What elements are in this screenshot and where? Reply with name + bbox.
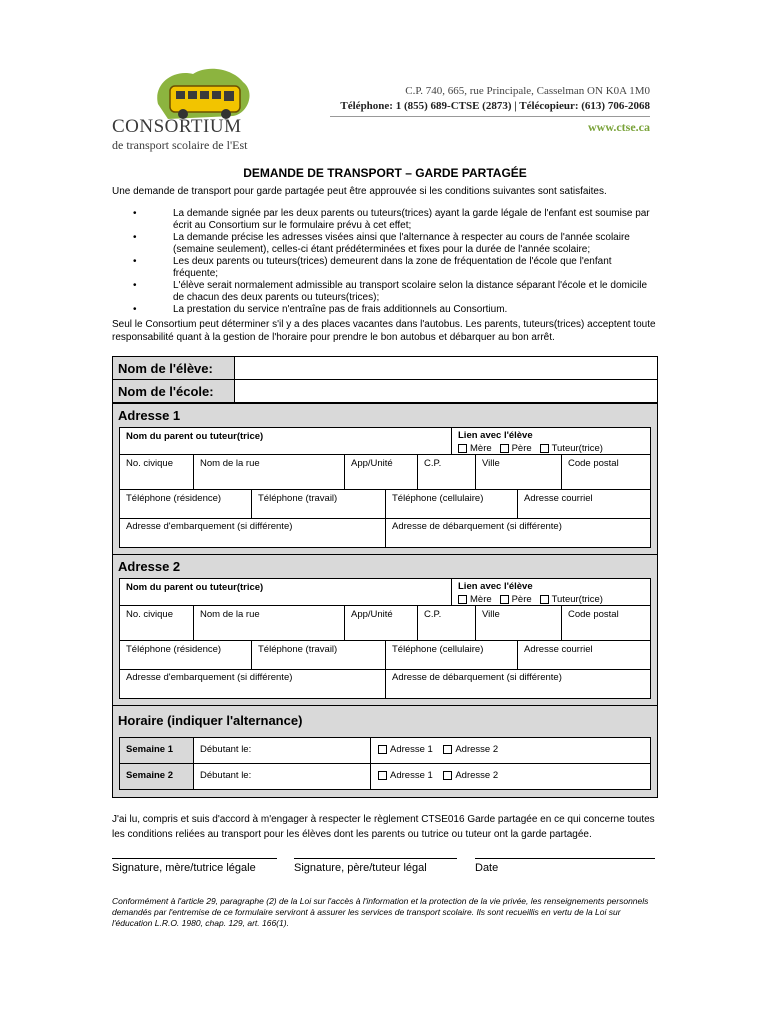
city-label: Ville bbox=[482, 458, 500, 469]
apt-label: App/Unité bbox=[351, 458, 393, 469]
header-phone: Téléphone: 1 (855) 689-CTSE (2873) | Télécopieur: (613) 706-2068 bbox=[340, 100, 650, 112]
form-title: DEMANDE DE TRANSPORT – GARDE PARTAGÉE bbox=[243, 166, 527, 180]
signature-father-label: Signature, père/tuteur légal bbox=[294, 862, 427, 874]
week-1-address-1-label: Adresse 1 bbox=[390, 744, 433, 755]
mother-checkbox[interactable] bbox=[458, 595, 467, 604]
signature-date-label: Date bbox=[475, 862, 499, 874]
email-label: Adresse courriel bbox=[524, 644, 593, 655]
po-box-label: C.P. bbox=[424, 458, 442, 469]
parent-label: Nom du parent ou tuteur(trice) bbox=[126, 582, 264, 593]
signature-father-line[interactable] bbox=[294, 858, 457, 859]
school-name-input[interactable] bbox=[234, 379, 658, 403]
dropoff-label: Adresse de débarquement (si différente) bbox=[392, 672, 562, 683]
father-label: Père bbox=[511, 594, 532, 605]
week-1-address-2-label: Adresse 2 bbox=[455, 744, 499, 755]
address-1-title: Adresse 1 bbox=[118, 408, 181, 423]
dropoff-label: Adresse de débarquement (si différente) bbox=[392, 521, 562, 532]
signature-date-line[interactable] bbox=[475, 858, 655, 859]
city-label: Ville bbox=[482, 609, 500, 620]
mother-label: Mère bbox=[470, 594, 492, 605]
father-checkbox[interactable] bbox=[500, 444, 509, 453]
guardian-label: Tuteur(trice) bbox=[551, 443, 603, 454]
apt-label: App/Unité bbox=[351, 609, 393, 620]
header-divider bbox=[330, 116, 650, 117]
student-name-input[interactable] bbox=[234, 356, 658, 380]
condition-item: • La demande signée par les deux parents ou tuteurs(trices) ayant la garde légale de l'enfant est soumise par écrit au Consortium sur le formulaire prévu à cet effet; bbox=[133, 208, 653, 232]
intro-text: Une demande de transport pour garde partagée peut être approuvée si les conditions suivantes sont satisfaites. bbox=[112, 186, 607, 197]
civic-label: No. civique bbox=[126, 609, 173, 620]
header-address: C.P. 740, 665, rue Principale, Casselman ON K0A 1M0 bbox=[405, 85, 650, 97]
phone-cell-label: Téléphone (cellulaire) bbox=[392, 493, 484, 504]
condition-item: • La demande précise les adresses visées ainsi que l'alternance à respecter au cours de l'année scolaire (semaine seulement), celles-ci étant prédéterminées et fixes pour la durée de l'année scolaire; bbox=[133, 232, 653, 256]
parent-label: Nom du parent ou tuteur(trice) bbox=[126, 431, 264, 442]
father-checkbox[interactable] bbox=[500, 595, 509, 604]
conditions-list bbox=[133, 208, 653, 316]
week-2-label: Semaine 2 bbox=[126, 770, 173, 781]
condition-item: • Les deux parents ou tuteurs(trices) demeurent dans la zone de fréquentation de l'école que l'enfant fréquente; bbox=[133, 256, 653, 280]
signature-mother-line[interactable] bbox=[112, 858, 277, 859]
privacy-notice: Conformément à l'article 29, paragraphe (2) de la Loi sur l'accès à l'information et la protection de la vie privée, les renseignements personnels demandés par l'entremise de ce formulaire serviront à assurer les services de transport scolaire. Ils sont recueillis en vertu de la Loi sur l'éducation L.R.O. 1980, chap. 129, art. 166(1). bbox=[112, 896, 649, 928]
logo-main-text: CONSORTIUM bbox=[112, 116, 242, 137]
civic-label: No. civique bbox=[126, 458, 173, 469]
pickup-label: Adresse d'embarquement (si différente) bbox=[126, 521, 293, 532]
po-box-label: C.P. bbox=[424, 609, 442, 620]
week-2-address-1-checkbox[interactable] bbox=[378, 771, 387, 780]
guardian-label: Tuteur(trice) bbox=[551, 594, 603, 605]
signature-mother-label: Signature, mère/tutrice légale bbox=[112, 862, 256, 874]
week-1-options bbox=[378, 744, 498, 756]
school-name-label: Nom de l'école: bbox=[118, 384, 214, 399]
relation-label: Lien avec l'élève bbox=[458, 581, 533, 592]
phone-home-label: Téléphone (résidence) bbox=[126, 644, 222, 655]
week-2-address-1-label: Adresse 1 bbox=[390, 770, 433, 781]
logo-sub-text: de transport scolaire de l'Est bbox=[112, 138, 248, 152]
agreement-text: J'ai lu, compris et suis d'accord à m'engager à respecter le règlement CTSE016 Garde partagée en ce qui concerne toutes les conditions reliées au transport pour les élèves dont les parents ou tutrice ou tuteur ont la garde partagée. bbox=[112, 814, 655, 840]
relation-label: Lien avec l'élève bbox=[458, 430, 533, 441]
week-1-address-2-checkbox[interactable] bbox=[443, 745, 452, 754]
responsibility-text: Seul le Consortium peut déterminer s'il y a des places vacantes dans l'autobus. Les parents, tuteurs(trices) acceptent toute responsabilité quant à la gestion de l'horaire pour prendre le bon autobus et débarquer au bon arrêt. bbox=[112, 319, 656, 343]
condition-item: • L'élève serait normalement admissible au transport scolaire selon la distance séparant l'école et le domicile de chacun des deux parents ou tuteurs(trices); bbox=[133, 280, 653, 304]
phone-work-label: Téléphone (travail) bbox=[258, 644, 338, 655]
phone-cell-label: Téléphone (cellulaire) bbox=[392, 644, 484, 655]
postal-code-label: Code postal bbox=[568, 609, 619, 620]
guardian-checkbox[interactable] bbox=[540, 595, 549, 604]
street-label: Nom de la rue bbox=[200, 458, 260, 469]
condition-item: • La prestation du service n'entraîne pas de frais additionnels au Consortium. bbox=[133, 304, 653, 316]
week-2-options bbox=[378, 770, 498, 782]
logo bbox=[112, 64, 302, 154]
schedule-title: Horaire (indiquer l'alternance) bbox=[118, 713, 303, 728]
week-1-start-label: Débutant le: bbox=[200, 744, 252, 755]
guardian-checkbox[interactable] bbox=[540, 444, 549, 453]
street-label: Nom de la rue bbox=[200, 609, 260, 620]
father-label: Père bbox=[511, 443, 532, 454]
email-label: Adresse courriel bbox=[524, 493, 593, 504]
mother-label: Mère bbox=[470, 443, 492, 454]
week-1-label: Semaine 1 bbox=[126, 744, 173, 755]
week-2-address-2-label: Adresse 2 bbox=[455, 770, 499, 781]
phone-work-label: Téléphone (travail) bbox=[258, 493, 338, 504]
address-2-title: Adresse 2 bbox=[118, 559, 181, 574]
week-1-address-1-checkbox[interactable] bbox=[378, 745, 387, 754]
postal-code-label: Code postal bbox=[568, 458, 619, 469]
week-2-address-2-checkbox[interactable] bbox=[443, 771, 452, 780]
student-name-label: Nom de l'élève: bbox=[118, 361, 213, 376]
week-2-start-label: Débutant le: bbox=[200, 770, 252, 781]
phone-home-label: Téléphone (résidence) bbox=[126, 493, 222, 504]
header-website[interactable]: www.ctse.ca bbox=[588, 120, 650, 134]
pickup-label: Adresse d'embarquement (si différente) bbox=[126, 672, 293, 683]
mother-checkbox[interactable] bbox=[458, 444, 467, 453]
